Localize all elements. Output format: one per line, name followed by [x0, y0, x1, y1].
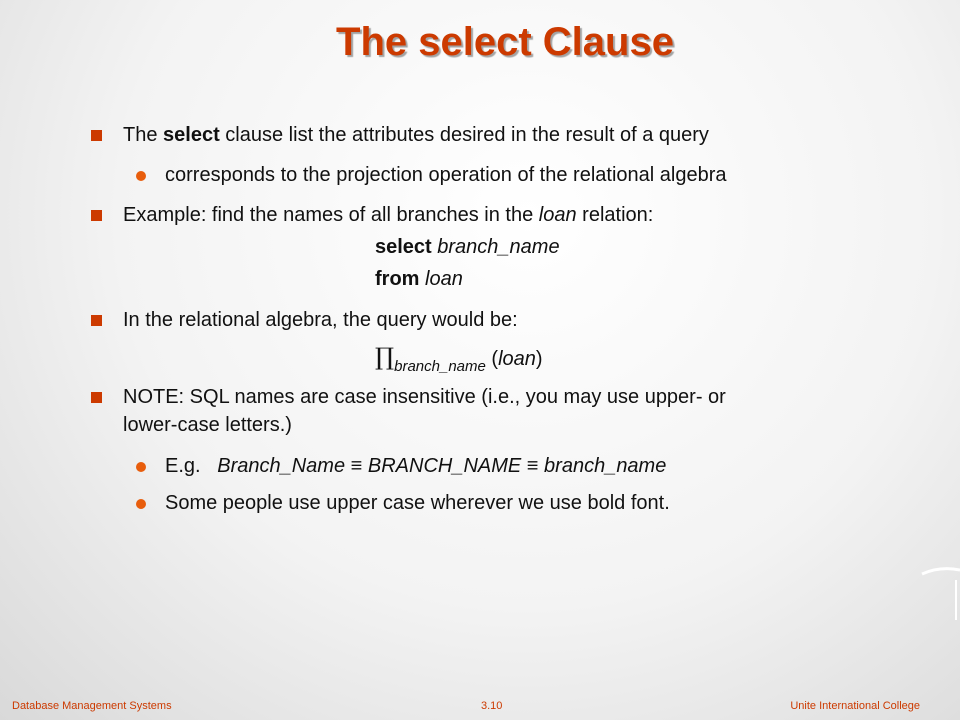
slide-title: The select Clause [336, 20, 674, 64]
subbullet-projection: corresponds to the projection operation of the relational algebra [165, 164, 727, 186]
projection-symbol: ∏ [375, 343, 395, 371]
bullet-note-line2: lower-case letters.) [123, 414, 292, 436]
square-bullet-icon [91, 315, 102, 326]
text: relation: [576, 204, 654, 226]
name-equivalence: Branch_Name ≡ BRANCH_NAME ≡ branch_name [217, 455, 667, 477]
keyword-select: select [163, 124, 220, 146]
algebra-expression [375, 345, 543, 373]
paren-close: ) [535, 348, 543, 370]
bullet-relational-algebra: In the relational algebra, the query would be: [123, 309, 518, 331]
relation-name: loan [498, 348, 536, 370]
footer-institution: Unite International College [790, 700, 920, 712]
keyword-select: select [375, 236, 432, 258]
code-line-from [375, 267, 463, 291]
code-line-select [375, 235, 560, 259]
round-bullet-icon [136, 171, 146, 181]
subbullet-upper-case: Some people use upper case wherever we use bold font. [165, 492, 670, 514]
attribute-name: branch_name [431, 236, 560, 258]
round-bullet-icon [136, 499, 146, 509]
relation-name: loan [419, 268, 463, 290]
bullet-select-clause [123, 123, 709, 147]
text: Example: find the names of all branches in the [123, 204, 539, 226]
relation-name: loan [538, 204, 577, 226]
paren-open: ( [485, 348, 499, 370]
round-bullet-icon [136, 462, 146, 472]
square-bullet-icon [91, 130, 102, 141]
footer-slide-number: 3.10 [481, 700, 503, 712]
text: The [123, 124, 164, 146]
text: clause list the attributes desired in the result of a query [219, 124, 709, 146]
keyword-from: from [375, 268, 420, 290]
square-bullet-icon [91, 392, 102, 403]
eg-label: E.g. [165, 455, 218, 477]
decorative-swoosh-icon [920, 560, 960, 620]
bullet-example [123, 203, 653, 227]
footer-course: Database Management Systems [12, 700, 172, 712]
subbullet-example-names [165, 454, 666, 478]
square-bullet-icon [91, 210, 102, 221]
projection-subscript: branch_name [394, 358, 486, 375]
bullet-note-line1: NOTE: SQL names are case insensitive (i.e., you may use upper- or [123, 386, 726, 408]
